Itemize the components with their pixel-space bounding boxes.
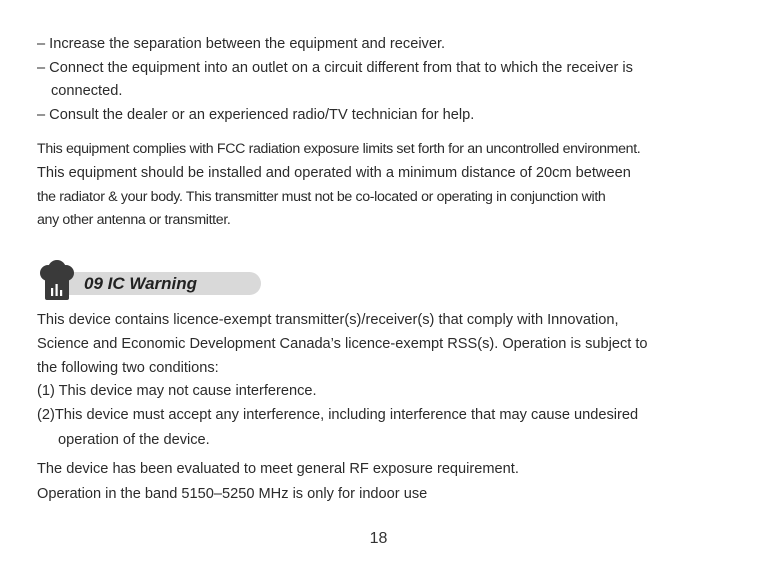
- bullet-item: – Increase the separation between the equipment and receiver.: [37, 36, 446, 52]
- paragraph-line: This device contains licence-exempt transmitter(s)/receiver(s) that comply with Innovation,: [37, 312, 619, 328]
- paragraph-line: any other antenna or transmitter.: [37, 212, 231, 228]
- paragraph-line: (1) This device may not cause interference.: [37, 383, 317, 399]
- bullet-item-continuation: connected.: [51, 83, 123, 99]
- section-heading: [36, 260, 236, 302]
- paragraph-line: This equipment should be installed and operated with a minimum distance of 20cm between: [37, 165, 631, 181]
- paragraph-line: the following two conditions:: [37, 360, 219, 376]
- paragraph-line: The device has been evaluated to meet general RF exposure requirement.: [37, 461, 519, 477]
- paragraph-line: operation of the device.: [58, 432, 210, 448]
- chef-hat-chart-icon: [36, 260, 78, 302]
- paragraph-line: the radiator & your body. This transmitter must not be co-located or operating in conjunction with: [37, 189, 606, 205]
- bullet-item: – Connect the equipment into an outlet on a circuit different from that to which the receiver is: [37, 60, 633, 76]
- paragraph-line: Science and Economic Development Canada’s licence-exempt RSS(s). Operation is subject to: [37, 336, 648, 352]
- paragraph-line: This equipment complies with FCC radiation exposure limits set forth for an uncontrolled environment.: [37, 141, 641, 157]
- page-number: 18: [369, 530, 388, 547]
- section-title: 09 IC Warning: [84, 274, 198, 293]
- paragraph-line: Operation in the band 5150–5250 MHz is only for indoor use: [37, 486, 428, 502]
- bullet-item: – Consult the dealer or an experienced radio/TV technician for help.: [37, 107, 475, 123]
- paragraph-line: (2)This device must accept any interference, including interference that may cause undesired: [37, 407, 639, 423]
